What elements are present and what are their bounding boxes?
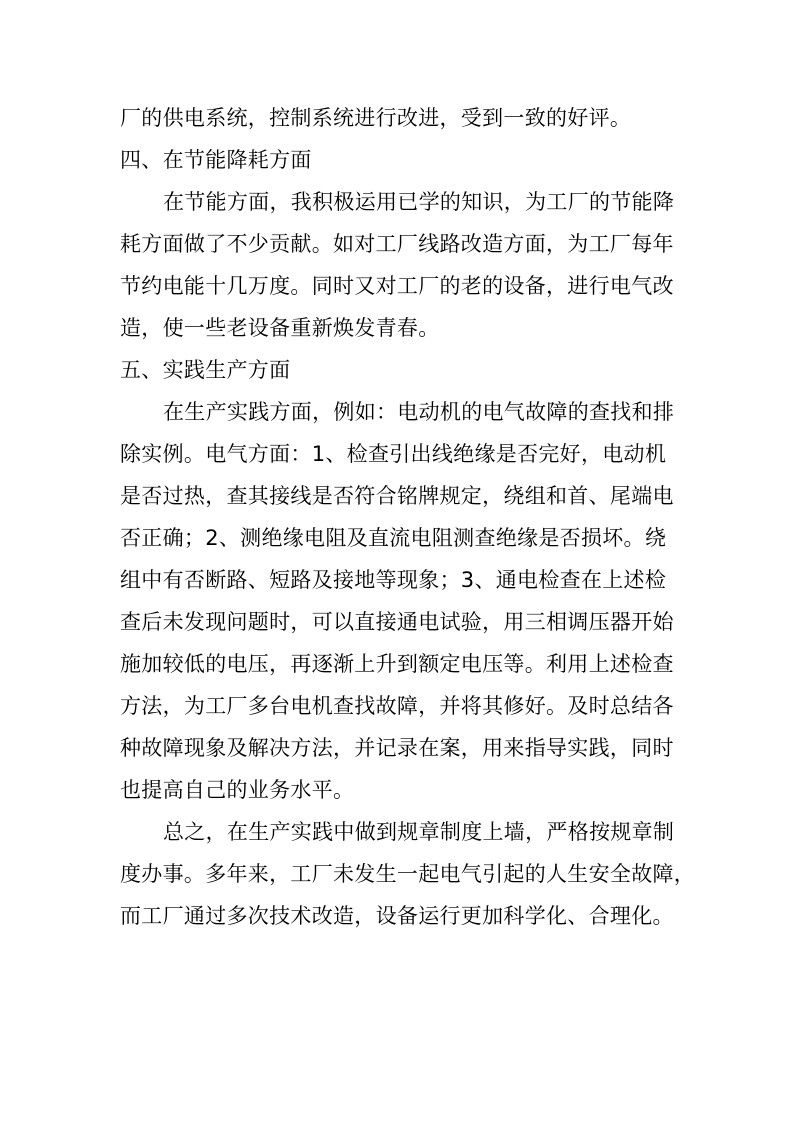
- text-line: 查后未发现问题时，可以直接通电试验，用三相调压器开始: [120, 610, 674, 634]
- text-line: 造，使一些老设备重新焕发青春。: [120, 316, 440, 340]
- section-heading: 四、在节能降耗方面: [120, 148, 312, 172]
- text-line: 度办事。多年来，工厂未发生一起电气引起的人生安全故障，: [120, 862, 696, 886]
- text-line: 否正确；2、测绝缘电阻及直流电阻测查绝缘是否损坏。绕: [120, 526, 667, 550]
- text-line: 除实例。电气方面：1、检查引出线绝缘是否完好，电动机: [120, 442, 667, 466]
- text-line: 节约电能十几万度。同时又对工厂的老的设备，进行电气改: [120, 274, 674, 298]
- text-line: 而工厂通过多次技术改造，设备运行更加科学化、合理化。: [120, 904, 674, 928]
- text-line: 方法，为工厂多台电机查找故障，并将其修好。及时总结各: [120, 694, 674, 718]
- text-line: 施加较低的电压，再逐渐上升到额定电压等。利用上述检查: [120, 652, 674, 676]
- section-heading: 五、实践生产方面: [120, 358, 291, 382]
- text-line: 总之，在生产实践中做到规章制度上墙，严格按规章制: [163, 820, 675, 844]
- text-line: 厂的供电系统，控制系统进行改进，受到一致的好评。: [120, 106, 632, 130]
- text-line: 在生产实践方面，例如：电动机的电气故障的查找和排: [163, 400, 675, 424]
- text-line: 也提高自己的业务水平。: [120, 778, 355, 802]
- text-line: 种故障现象及解决方法，并记录在案，用来指导实践，同时: [120, 736, 674, 760]
- text-line: 耗方面做了不少贡献。如对工厂线路改造方面，为工厂每年: [120, 232, 674, 256]
- text-line: 是否过热，查其接线是否符合铭牌规定，绕组和首、尾端电: [120, 484, 674, 508]
- text-line: 组中有否断路、短路及接地等现象；3、通电检查在上述检: [120, 568, 667, 592]
- text-line: 在节能方面，我积极运用已学的知识，为工厂的节能降: [163, 190, 675, 214]
